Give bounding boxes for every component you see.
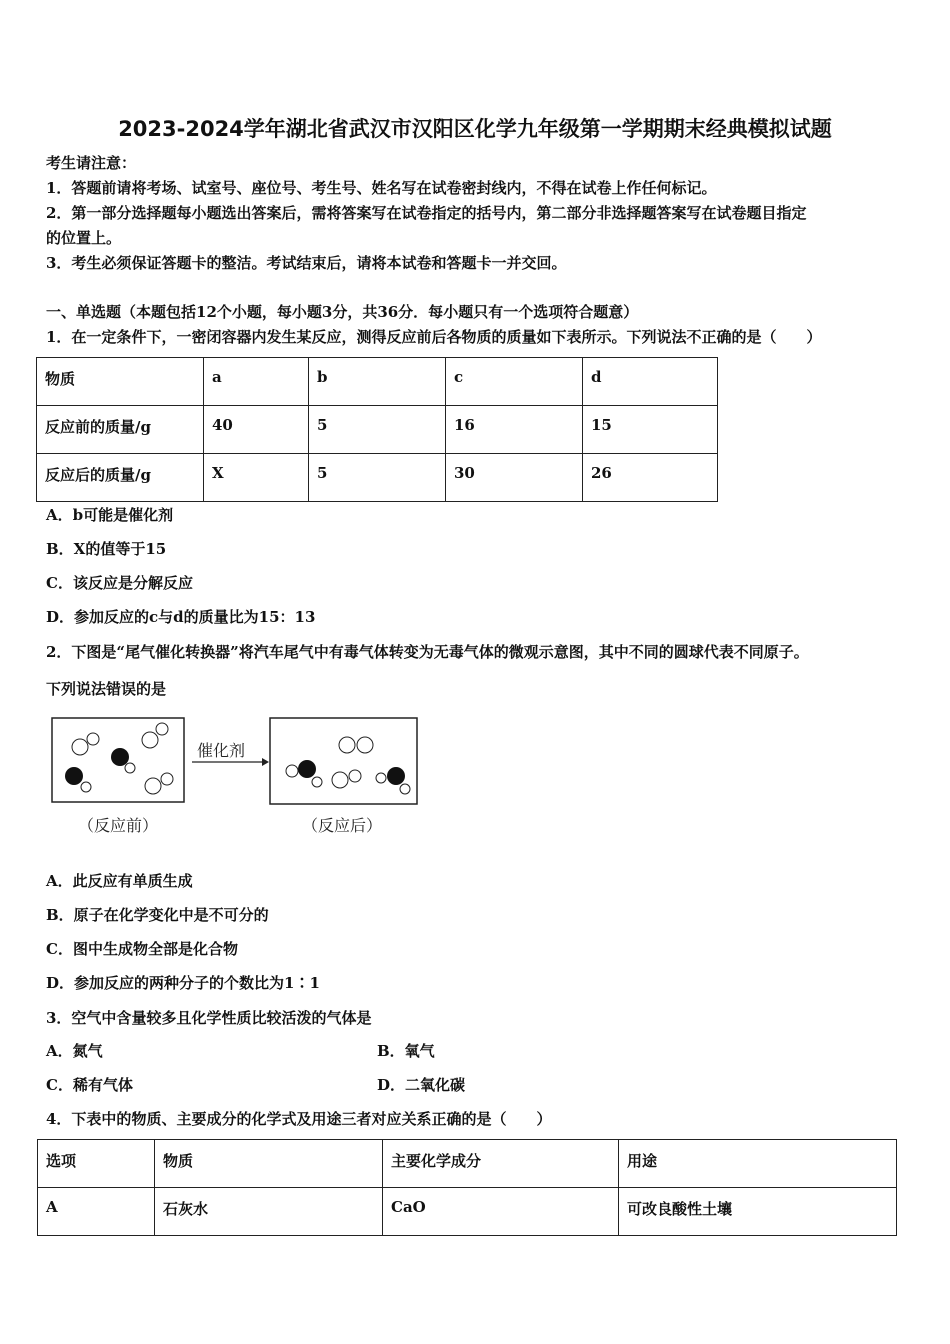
table-cell: 石灰水	[155, 1188, 383, 1236]
white-atom	[145, 778, 161, 794]
page-title: 2023-2024学年湖北省武汉市汉阳区化学九年级第一学期期末经典模拟试题	[118, 117, 832, 141]
white-atom	[312, 777, 322, 787]
option-a: A．此反应有单质生成	[46, 872, 193, 890]
section-heading: 一、单选题（本题包括12个小题，每小题3分，共36分．每小题只有一个选项符合题意）	[46, 303, 639, 321]
notice-item: 1．答题前请将考场、试室号、座位号、考生号、姓名写在试卷密封线内，不得在试卷上作任何标记。	[46, 179, 717, 197]
option-d: D．参加反应的c与d的质量比为15：13	[46, 608, 316, 626]
notice-item: 3．考生必须保证答题卡的整洁。考试结束后，请将本试卷和答题卡一并交回。	[46, 254, 567, 272]
table-cell: c	[446, 358, 583, 406]
table-cell: a	[204, 358, 309, 406]
table-cell: 物质	[37, 358, 204, 406]
table-cell: 主要化学成分	[383, 1140, 619, 1188]
notice-item: 2．第一部分选择题每小题选出答案后，需将答案写在试卷指定的括号内，第二部分非选择题答案写在试卷题目指定	[46, 204, 807, 222]
table-cell: X	[204, 454, 309, 502]
option-c: C．该反应是分解反应	[46, 574, 193, 592]
table-cell: 5	[309, 406, 446, 454]
table-row	[37, 358, 718, 406]
white-atom	[332, 772, 348, 788]
option-b: B．X的值等于15	[46, 540, 167, 558]
table-row	[38, 1140, 897, 1188]
table-cell: 反应后的质量/g	[37, 454, 204, 502]
table-cell: 5	[309, 454, 446, 502]
black-atom	[387, 767, 405, 785]
option-c: C．图中生成物全部是化合物	[46, 940, 238, 958]
black-atom	[65, 767, 83, 785]
white-atom	[87, 733, 99, 745]
table-row	[38, 1188, 897, 1236]
white-atom	[357, 737, 373, 753]
table-cell: 物质	[155, 1140, 383, 1188]
notice-item: 的位置上。	[46, 229, 122, 247]
white-atom	[286, 765, 298, 777]
table-cell: 可改良酸性土壤	[619, 1188, 897, 1236]
black-atom	[111, 748, 129, 766]
white-atom	[125, 763, 135, 773]
option-d: D．参加反应的两种分子的个数比为1∶1	[46, 974, 320, 992]
after-caption: （反应后）	[302, 816, 383, 835]
white-atom	[161, 773, 173, 785]
table-cell: b	[309, 358, 446, 406]
question-1-table	[36, 357, 718, 502]
white-atom	[81, 782, 91, 792]
black-atom	[298, 760, 316, 778]
white-atom	[376, 773, 386, 783]
white-atom	[142, 732, 158, 748]
question-2-stem-continued: 下列说法错误的是	[46, 680, 167, 698]
table-cell: 用途	[619, 1140, 897, 1188]
option-b: B．原子在化学变化中是不可分的	[46, 906, 269, 924]
white-atom	[400, 784, 410, 794]
option-a: A．氮气	[46, 1042, 103, 1060]
table-cell: 40	[204, 406, 309, 454]
table-cell: d	[583, 358, 718, 406]
table-cell: 30	[446, 454, 583, 502]
table-cell: 16	[446, 406, 583, 454]
question-2-stem: 2．下图是“尾气催化转换器”将汽车尾气中有毒气体转变为无毒气体的微观示意图，其中不同的圆球代表不同原子。	[46, 643, 809, 661]
table-cell: 15	[583, 406, 718, 454]
table-cell: 选项	[38, 1140, 155, 1188]
notice-heading: 考生请注意：	[46, 154, 137, 172]
table-cell: 26	[583, 454, 718, 502]
question-1-stem: 1．在一定条件下，一密闭容器内发生某反应，测得反应前后各物质的质量如下表所示。下列说法不正确的是（ ）	[46, 328, 822, 346]
option-d: D．二氧化碳	[377, 1076, 466, 1094]
question-4-table	[37, 1139, 897, 1236]
table-row	[37, 454, 718, 502]
option-c: C．稀有气体	[46, 1076, 133, 1094]
white-atom	[156, 723, 168, 735]
question-4-stem: 4．下表中的物质、主要成分的化学式及用途三者对应关系正确的是（ ）	[46, 1110, 552, 1128]
arrow-head	[262, 758, 269, 766]
table-cell: A	[38, 1188, 155, 1236]
after-box	[270, 718, 417, 804]
option-a: A．b可能是催化剂	[46, 506, 174, 524]
option-b: B．氧气	[377, 1042, 435, 1060]
white-atom	[339, 737, 355, 753]
before-caption: （反应前）	[78, 816, 159, 835]
table-row	[37, 406, 718, 454]
table-cell: 反应前的质量/g	[37, 406, 204, 454]
white-atom	[72, 739, 88, 755]
reaction-diagram	[40, 712, 440, 846]
question-3-stem: 3．空气中含量较多且化学性质比较活泼的气体是	[46, 1009, 372, 1027]
white-atom	[349, 770, 361, 782]
catalyst-label: 催化剂	[197, 741, 246, 760]
table-cell: CaO	[383, 1188, 619, 1236]
